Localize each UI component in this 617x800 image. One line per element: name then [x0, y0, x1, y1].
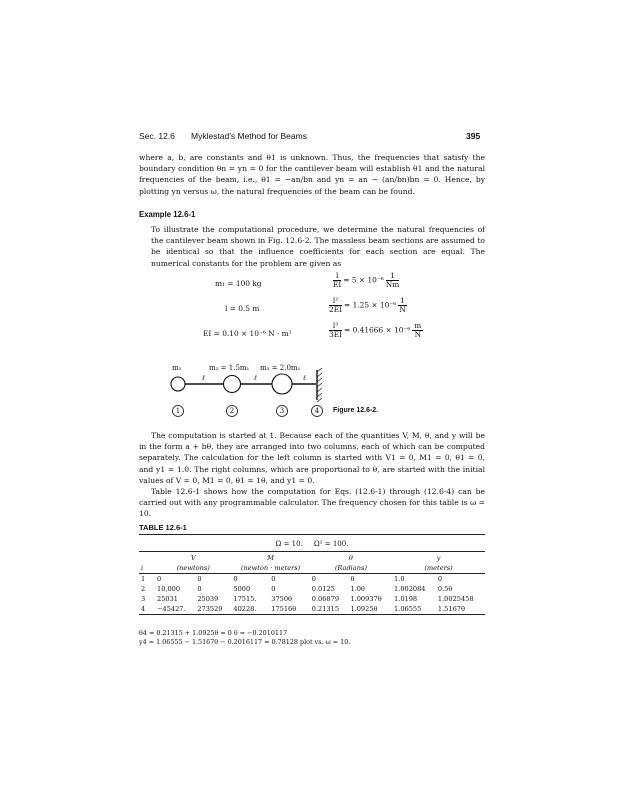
c1-unit-den: Nm	[385, 280, 400, 289]
c1-value: = 5 × 10⁻⁶	[343, 275, 384, 285]
omega-line: Ω = 10. Ω² = 100.	[275, 540, 349, 548]
wall-hatching	[317, 368, 322, 402]
row-index: 3	[141, 595, 146, 603]
c3-unit-num: m	[414, 321, 422, 330]
table-cell: 0	[311, 575, 316, 583]
table-cell: 1.0025458	[437, 595, 474, 603]
unit-v: (newtons)	[176, 564, 210, 572]
influence-coefficient-3	[327, 322, 425, 339]
c3-unit-den: N	[414, 330, 422, 339]
table-cell: 0	[197, 575, 202, 583]
table-cell: 17515.	[233, 595, 257, 603]
omega-rule	[139, 551, 485, 552]
c1-numerator: l	[333, 272, 341, 281]
body-paragraph-2: Table 12.6-1 shows how the computation for Eqs. (12.6-1) through (12.6-4) can be carried out with any programmable calculator. The frequency chosen for this table is ω = 10.	[139, 487, 485, 519]
table-cell: 1.0θ	[350, 585, 365, 593]
station-3-number: 3	[279, 407, 285, 415]
running-title: Myklestad's Method for Beams	[191, 131, 307, 141]
table-row	[139, 574, 485, 585]
table-caption: TABLE 12.6-1	[139, 523, 187, 532]
unit-theta: (Radians)	[334, 564, 367, 572]
constant-mass: m₁ = 100 kg	[215, 279, 262, 288]
row-index: 4	[141, 605, 146, 613]
table-cell: 1.06555	[394, 605, 422, 613]
table-cell: 0.5θ	[437, 585, 453, 593]
table-cell: 0	[271, 585, 276, 593]
example-heading: Example 12.6-1	[139, 210, 196, 219]
table-cell: 40228.	[233, 605, 257, 613]
station-4-number: 4	[314, 407, 320, 415]
table-cell: 0	[157, 575, 162, 583]
table-cell: 1.0925θ	[350, 605, 378, 613]
table-footnote-2: y4 = 1.06555 − 1.5167θ − 0.2016117 = 0.78128 plot vs. ω = 10.	[139, 638, 351, 646]
table-cell: 1.00937θ	[350, 595, 382, 603]
row-index: 1	[141, 575, 146, 583]
c2-value: = 1.25 × 10⁻⁶	[344, 300, 397, 310]
c1-unit-num: 1	[386, 272, 399, 281]
page-number: 395	[466, 131, 481, 141]
table-cell: 17516θ	[271, 605, 297, 613]
constant-length: l = 0.5 m	[225, 304, 260, 313]
table-cell: 5000	[233, 585, 251, 593]
table-row	[139, 584, 485, 594]
table-cell: 1.0	[394, 575, 405, 583]
influence-coefficient-1	[331, 272, 401, 289]
table-cell: 0	[437, 575, 443, 583]
segment-label-3: ℓ	[303, 374, 306, 382]
c3-numerator: l³	[329, 322, 342, 331]
mass-2-label: m₂ = 1.5m₁	[209, 364, 250, 372]
c3-value: = 0.41666 × 10⁻⁶	[344, 325, 411, 335]
table-top-rule	[139, 534, 485, 535]
row-index: 2	[141, 585, 146, 593]
table-row	[139, 604, 485, 615]
body-paragraph: The computation is started at 1. Because each of the quantities V, M, θ, and y will be in the form a + bθ, they are arranged into two columns, each of which can be computed separately. The calculation for the left column is started with V1 = 0, M1 = 0, θ1 = 0, and y1 = 1.0. The right columns, which are proportional to θ, are started with the initial values of V = 0, M1 = 0, θ1 = 1θ, and y1 = 0.	[139, 431, 485, 485]
table-row	[139, 594, 485, 604]
table-cell: θ	[350, 575, 355, 583]
symbol-header-row	[139, 553, 485, 563]
table-cell: 3750θ	[271, 595, 293, 603]
mass-2-circle	[224, 376, 241, 393]
constant-stiffness: EI = 0.10 × 10⁻⁶ N · m²	[203, 329, 292, 338]
mass-1-circle	[171, 377, 185, 391]
header-v: V	[190, 554, 196, 562]
table-cell: 273529	[197, 605, 223, 613]
c1-denominator: EI	[333, 280, 342, 289]
table-cell: 1.002084	[394, 585, 426, 593]
cantilever-beam-figure	[160, 360, 340, 422]
table-cell: 0.0125	[311, 585, 335, 593]
segment-label-1: ℓ	[202, 374, 205, 382]
influence-coefficient-2	[327, 297, 409, 314]
table-cell: 0.06879	[311, 595, 340, 603]
unit-header-row	[139, 563, 485, 574]
table-cell: 0.21315	[311, 605, 340, 613]
unit-m: (newton · meters)	[240, 564, 301, 572]
table-cell: −45427.	[157, 605, 186, 613]
section-label: Sec. 12.6	[139, 131, 175, 141]
station-2-number: 2	[229, 407, 235, 415]
table-cell: 0	[271, 575, 276, 583]
table-cell: 0	[197, 585, 202, 593]
table-cell: 25039	[197, 595, 219, 603]
header-y: y	[436, 554, 441, 562]
figure-caption: Figure 12.6-2.	[333, 407, 379, 414]
mass-3-circle	[272, 374, 292, 394]
table-footnote-1: θ4 = 0.21315 + 1.0925θ = 0 θ = −0.2010117	[139, 629, 288, 637]
header-m: M	[267, 554, 274, 562]
c3-denominator: 3EI	[329, 330, 343, 339]
segment-label-2: ℓ	[254, 374, 257, 382]
table-cell: 0	[233, 575, 238, 583]
table-cell: 25031	[157, 595, 178, 603]
table-cell: 10,000	[157, 585, 181, 593]
station-1-number: 1	[175, 407, 181, 415]
c2-unit-den: N	[399, 305, 406, 314]
unit-y: (meters)	[424, 564, 453, 572]
c2-numerator: l²	[329, 297, 342, 306]
header-index: i	[141, 564, 144, 572]
mass-1-label: m₁	[172, 364, 182, 372]
c2-denominator: 2EI	[329, 305, 343, 314]
c2-unit-num: 1	[400, 296, 405, 305]
mass-3-label: m₃ = 2.0m₁	[260, 364, 301, 372]
header-theta: θ	[348, 554, 353, 562]
table-cell: 1.5167θ	[437, 605, 465, 613]
table-cell: 1.0198	[394, 595, 418, 603]
example-paragraph: To illustrate the computational procedure, we determine the natural frequencies of the cantilever beam shown in Fig. 12.6-2. The massless beam sections are assumed to be identical so that the influence coefficients for each section are equal. The numerical constants for the problem are given as	[151, 225, 485, 268]
intro-paragraph: where a, b, are constants and θ1 is unknown. Thus, the frequencies that satisfy the boundary condition θn = yn = 0 for the cantilever beam will establish θ1 and the natural frequencies of the beam, i.e., θ1 = −an/bn and yn = an − (an/bn)bn = 0. Hence, by plotting yn versus ω, the natural frequencies of the beam can be found.	[139, 153, 485, 196]
results-table	[139, 553, 485, 615]
